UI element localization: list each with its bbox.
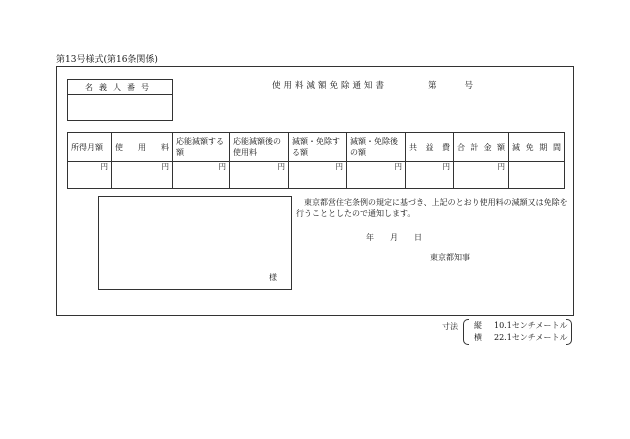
- addressee-box[interactable]: [98, 196, 292, 290]
- width-value: 22.1センチメートル: [494, 333, 568, 342]
- date-line: [366, 232, 422, 243]
- cell-reduction-amount[interactable]: 円: [289, 162, 347, 189]
- date-year: 年: [366, 233, 374, 242]
- form-number-label: 第13号様式(第16条関係): [56, 55, 158, 65]
- holder-number-field[interactable]: [68, 95, 172, 121]
- date-day: 日: [414, 233, 422, 242]
- height-value: 10.1センチメートル: [494, 321, 568, 330]
- dimensions-note: [442, 319, 574, 345]
- holder-number-header: 名義人番号: [68, 80, 172, 95]
- cell-total[interactable]: 円: [454, 162, 509, 189]
- dimensions-label: 寸法: [442, 322, 458, 331]
- notice-number-suffix: 号: [464, 81, 474, 91]
- addressee-honorific: 様: [269, 273, 277, 282]
- col-exemption-period: 減免期間: [509, 133, 565, 162]
- issuer-name: 東京都知事: [430, 253, 470, 262]
- cell-monthly-income[interactable]: 円: [68, 162, 112, 189]
- col-rent-after-reduction: 応能減額後の使用料: [230, 133, 289, 162]
- left-brace: [463, 319, 469, 345]
- col-reduction-amount: 減額・免除する額: [289, 133, 347, 162]
- cell-income-reduction[interactable]: 円: [173, 162, 230, 189]
- fee-table: [67, 132, 565, 189]
- date-month: 月: [390, 233, 398, 242]
- col-monthly-income: 所得月額: [68, 133, 112, 162]
- notice-body-text: 東京都営住宅条例の規定に基づき、上記のとおり使用料の減額又は免除を行うこととしたので通知します。: [296, 198, 568, 218]
- dimensions-width: [474, 331, 568, 344]
- col-total: 合計金額: [454, 133, 509, 162]
- width-key: 横: [474, 333, 482, 342]
- height-key: 縦: [474, 321, 482, 330]
- cell-rent[interactable]: 円: [112, 162, 173, 189]
- col-rent: 使用料: [112, 133, 173, 162]
- fee-table-header-row: [68, 133, 565, 162]
- right-brace: [566, 319, 572, 345]
- notice-number: [428, 79, 501, 91]
- col-amount-after-reduction: 減額・免除後の額: [347, 133, 406, 162]
- notice-number-prefix: 第: [428, 81, 437, 91]
- col-common-fee: 共益費: [406, 133, 454, 162]
- holder-number-box: [67, 79, 173, 121]
- cell-common-fee[interactable]: 円: [406, 162, 454, 189]
- notice-title: 使用料減額免除通知書: [272, 81, 388, 91]
- col-income-reduction: 応能減額する額: [173, 133, 230, 162]
- cell-exemption-period[interactable]: [509, 162, 565, 189]
- cell-amount-after-reduction[interactable]: 円: [347, 162, 406, 189]
- cell-rent-after-reduction[interactable]: 円: [230, 162, 289, 189]
- fee-table-value-row: [68, 162, 565, 189]
